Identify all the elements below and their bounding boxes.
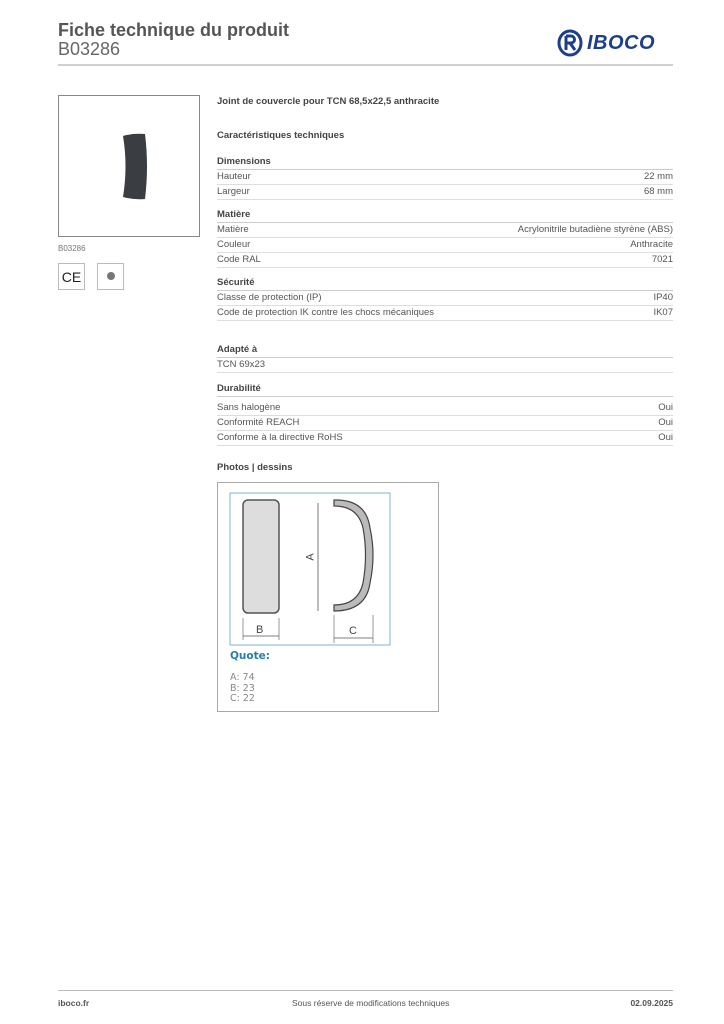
spec-row: Largeur 68 mm — [217, 185, 673, 200]
section-material: Matière Matière Acrylonitrile butadiène styrène (ABS) Couleur Anthracite Code RAL 7021 — [217, 208, 673, 268]
logo-icon — [557, 29, 583, 57]
technical-drawing — [217, 482, 439, 712]
specs-title: Caractéristiques techniques — [217, 130, 345, 141]
image-caption: B03286 — [58, 244, 86, 253]
photos-heading: Photos | dessins — [217, 462, 293, 473]
spec-row: TCN 69x23 — [217, 358, 673, 373]
section-security: Sécurité Classe de protection (IP) IP40 Code de protection IK contre les chocs mécaniques IK07 — [217, 276, 673, 321]
section-compatible: Adapté à TCN 69x23 — [217, 343, 673, 373]
spec-row: Couleur Anthracite — [217, 238, 673, 253]
quote-values: A: 74 B: 23 C: 22 — [230, 672, 255, 704]
section-dimensions: Dimensions Hauteur 22 mm Largeur 68 mm — [217, 155, 673, 200]
iboco-logo: IBOCO — [557, 29, 655, 57]
header-divider — [58, 64, 673, 66]
page-title: Fiche technique du produit — [58, 20, 289, 40]
spec-row: Code de protection IK contre les chocs mécaniques IK07 — [217, 306, 673, 321]
product-picture — [59, 96, 199, 236]
footer-date: 02.09.2025 — [630, 998, 673, 1008]
spec-row: Sans halogène Oui — [217, 401, 673, 416]
ce-mark: CE — [58, 263, 85, 290]
footer-divider — [58, 990, 673, 991]
certification-icon — [97, 263, 124, 290]
section-sustainability: Durabilité Sans halogène Oui Conformité REACH Oui Conforme à la directive RoHS Oui — [217, 382, 673, 446]
product-image — [58, 95, 200, 237]
product-name: Joint de couvercle pour TCN 68,5x22,5 anthracite — [217, 96, 440, 107]
spec-row: Classe de protection (IP) IP40 — [217, 291, 673, 306]
product-code: B03286 — [58, 39, 121, 59]
spec-row: Conformité REACH Oui — [217, 416, 673, 431]
spec-row: Conforme à la directive RoHS Oui — [217, 431, 673, 446]
dimension-c-label: C — [349, 625, 357, 637]
footer-site: iboco.fr — [58, 998, 90, 1008]
quote-title: Quote: — [230, 650, 270, 662]
dimension-a-label: A — [304, 553, 317, 561]
spec-row: Hauteur 22 mm — [217, 170, 673, 185]
footer-note: Sous réserve de modifications techniques — [292, 998, 450, 1008]
spec-row: Code RAL 7021 — [217, 253, 673, 268]
spec-row: Matière Acrylonitrile butadiène styrène (ABS) — [217, 223, 673, 238]
dimension-b-label: B — [256, 624, 264, 636]
